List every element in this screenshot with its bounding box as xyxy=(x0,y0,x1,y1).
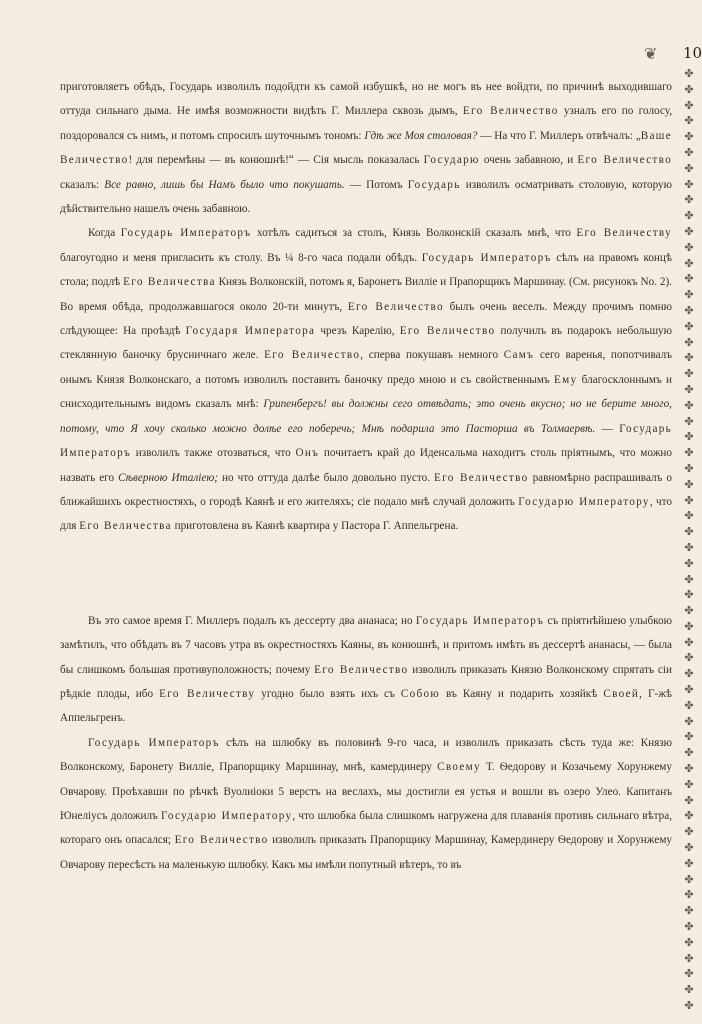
spaced-run: Его Величество xyxy=(462,105,559,118)
spaced-run: Своему xyxy=(437,761,481,774)
spaced-run: Самъ xyxy=(503,349,535,362)
text-run: — xyxy=(595,422,620,435)
spaced-run: Государю Императору xyxy=(161,809,293,822)
text-run: былъ очень веселъ. Между прочимъ помню слѣдующее: На проѣздѣ xyxy=(60,300,672,338)
spaced-run: Собою xyxy=(400,687,441,700)
text-run: хотѣлъ садиться за столъ, Князь Волконскій сказалъ мнѣ, что xyxy=(251,227,577,240)
text-run: Т. Ѳедорову и Козачьему Хорунжему Овчарову. Проѣхавши по рѣчкѣ Вуолиіоки 5 верстъ на веслахъ, мы достигли ея устья и вошли въ озеро Улео. Капитанъ Юнеліусъ доложилъ xyxy=(60,761,672,822)
text-run: очень забавною, и xyxy=(479,154,578,167)
spaced-run: Ему xyxy=(553,373,578,386)
spaced-run: Его Величество xyxy=(174,834,269,847)
text-run: но что оттуда далѣе было довольно пусто. xyxy=(217,471,435,484)
paragraph-1 xyxy=(60,75,672,221)
text-run: почитаетъ край до Иденсальма находитъ столь пріятнымъ, что можно назвать его xyxy=(60,447,673,484)
text-run: изволилъ приказать Прапорщику Маршинау, Камердинеру Ѳедорову и Хорунжему Овчарову пересѣсть на маленькую шлюбку. Какъ мы имѣли попутный вѣтеръ, то въ xyxy=(60,834,672,871)
text-run: въ Каяну и подарить хозяйкѣ xyxy=(440,687,604,700)
text-run: изволилъ осматривать столовую, которую дѣйствительно нашелъ очень забавною. xyxy=(60,178,673,216)
spaced-run: Его Величество xyxy=(399,325,496,338)
spaced-run: Государя Императора xyxy=(185,325,316,338)
italic-run: Гдѣ же Моя столовая? xyxy=(364,129,478,142)
paragraph-4 xyxy=(60,731,672,877)
text-run: приготовлена въ Каянѣ квартира у Пастора Г. Аппельгрена. xyxy=(171,520,459,533)
text-run: съ пріятнѣйшею улыбкою замѣтилъ, что обѣдать въ 7 часовъ утра въ окрестностяхъ Каяны, въ конюшнѣ, и притомъ имѣть въ дессертѣ ананасы, — была бы слишкомъ большая противуположность; почему xyxy=(60,614,672,676)
spaced-run: Ваше Величество xyxy=(60,129,672,167)
text-run: благосклоннымъ и снисходительнымъ видомъ сказалъ мнѣ: xyxy=(60,373,672,411)
spaced-run: Государь Императоръ xyxy=(60,422,673,460)
spaced-run: Его Величество xyxy=(347,300,444,313)
italic-run: Грипенбергъ! вы должны сего отвѣдать; это очень вкусно; но не берите много, потому, что Я хочу сколько можно долѣе его поберечь; Мнѣ подарила это Пасторша въ Толмаервѣ. xyxy=(60,398,672,435)
text-run: сѣлъ на правомъ концѣ стола; подлѣ xyxy=(60,251,672,289)
text-run: — На что Г. Миллеръ отвѣчалъ: „ xyxy=(477,129,641,142)
text-run: угодно было взять ихъ съ xyxy=(255,687,401,700)
spaced-run: Его Величества xyxy=(79,520,172,533)
page-number: 10 xyxy=(683,44,702,62)
text-run: , Г-жѣ Аппельгренъ. xyxy=(60,687,672,725)
text-run: Князь Волконскій, потомъ я, Баронетъ Вилліе и Прапорщикъ Маршинау. (См. рисунокъ No. 2). Во время обѣда, продолжавшагося около 20-ти минутъ, xyxy=(60,276,672,313)
text-run: изволилъ приказать Князю Волконскому спрятать сіи рѣдкіе плоды, ибо xyxy=(60,663,672,700)
text-run: сего варенья, попотчивалъ онымъ Князя Волконскаго, а потомъ изволилъ поставить баночку предо мною и съ свойственнымъ xyxy=(60,349,673,386)
paragraph-2 xyxy=(60,221,672,538)
text-run: , сперва покушавъ немного xyxy=(360,349,504,362)
text-run: — Потомъ xyxy=(344,178,408,191)
text-run: равномѣрно распрашивалъ о ближайшихъ окрестностяхъ, о городѣ Каянѣ и его жителяхъ; сіе подало мнѣ случай доложить xyxy=(60,471,672,508)
spaced-run: Государь Императоръ xyxy=(88,736,220,749)
page-ornament: ❦ xyxy=(644,44,658,63)
spaced-run: Государь xyxy=(407,178,461,191)
text-run: сказалъ: xyxy=(60,178,105,191)
decorative-border: ✤ ✤ ✤ ✤ ✤ ✤ ✤ ✤ ✤ ✤ ✤ ✤ ✤ ✤ ✤ ✤ ✤ ✤ ✤ ✤ ✤ ✤ ✤ ✤ ✤ ✤ ✤ ✤ ✤ ✤ ✤ ✤ ✤ ✤ ✤ ✤ ✤ ✤ ✤ ✤ ✤ ✤ ✤ ✤ ✤ ✤ ✤ ✤ ✤ ✤ ✤ ✤ ✤ ✤ ✤ ✤ ✤ ✤ ✤ ✤ xyxy=(684,67,694,1013)
spaced-run: Его Величеству xyxy=(159,687,256,700)
text-run: ! для перемѣны — въ конюшнѣ!“ — Сія мысль показалась xyxy=(128,154,424,167)
text-run: получилъ въ подарокъ небольшую стеклянную баночку брусничнаго желе. xyxy=(60,325,673,362)
spaced-run: Его Величество xyxy=(314,663,409,676)
italic-run: Сѣверною Италіею; xyxy=(118,471,218,484)
spaced-run: Своей xyxy=(603,687,640,700)
spaced-run: Государь Императоръ xyxy=(120,227,252,240)
spaced-run: Онъ xyxy=(295,447,320,460)
text-run: приготовляетъ обѣдъ, Государь изволилъ подойдти къ самой избушкѣ, но не могъ въ нее войдти, по причинѣ выходившаго оттуда сильнаго дыма. Не имѣя возможности видѣть Г. Миллера сквозь дымъ, xyxy=(60,81,672,118)
spaced-run: Его Величество xyxy=(577,154,672,167)
text-run: чрезъ Карелію, xyxy=(315,325,400,338)
text-run: благоугодно и меня пригласить къ столу. Въ ¼ 8-го часа подали обѣдъ. xyxy=(60,251,422,264)
text-run: Когда xyxy=(88,227,121,240)
spaced-run: Государю Императору xyxy=(518,495,650,508)
italic-run: Все равно, лишь бы Намъ было что покушать. xyxy=(104,178,345,191)
spaced-run: Государь Императоръ xyxy=(421,251,552,264)
page-body xyxy=(60,75,672,877)
spaced-run: Государь Императоръ xyxy=(415,614,545,627)
text-run: , что для xyxy=(60,495,672,533)
text-run: изволилъ также отозваться, что xyxy=(131,447,296,460)
spaced-run: Его Величеству xyxy=(576,227,673,240)
spaced-run: Его Величества xyxy=(123,276,216,289)
text-run: Въ это самое время Г. Миллеръ подалъ къ дессерту два ананаса; но xyxy=(88,614,416,627)
text-run: сѣлъ на шлюбку въ половинѣ 9-го часа, и изволилъ приказать сѣсть туда же: Князю Волконскому, Баронету Вилліе, Прапорщику Маршинау, мнѣ, камердинеру xyxy=(60,736,672,774)
spaced-run: Его Величество xyxy=(264,349,361,362)
paragraph-3 xyxy=(60,609,672,731)
paragraph-gap xyxy=(60,539,672,609)
spaced-run: Государю xyxy=(423,154,480,167)
text-run: узналъ его по голосу, поздоровался съ нимъ, и потомъ спросилъ шуточнымъ тономъ: xyxy=(60,105,672,142)
spaced-run: Его Величество xyxy=(434,471,529,484)
text-run: , что шлюбка была слишкомъ нагружена для плаванія противъ сильнаго вѣтра, котораго онъ опасался; xyxy=(60,809,672,847)
